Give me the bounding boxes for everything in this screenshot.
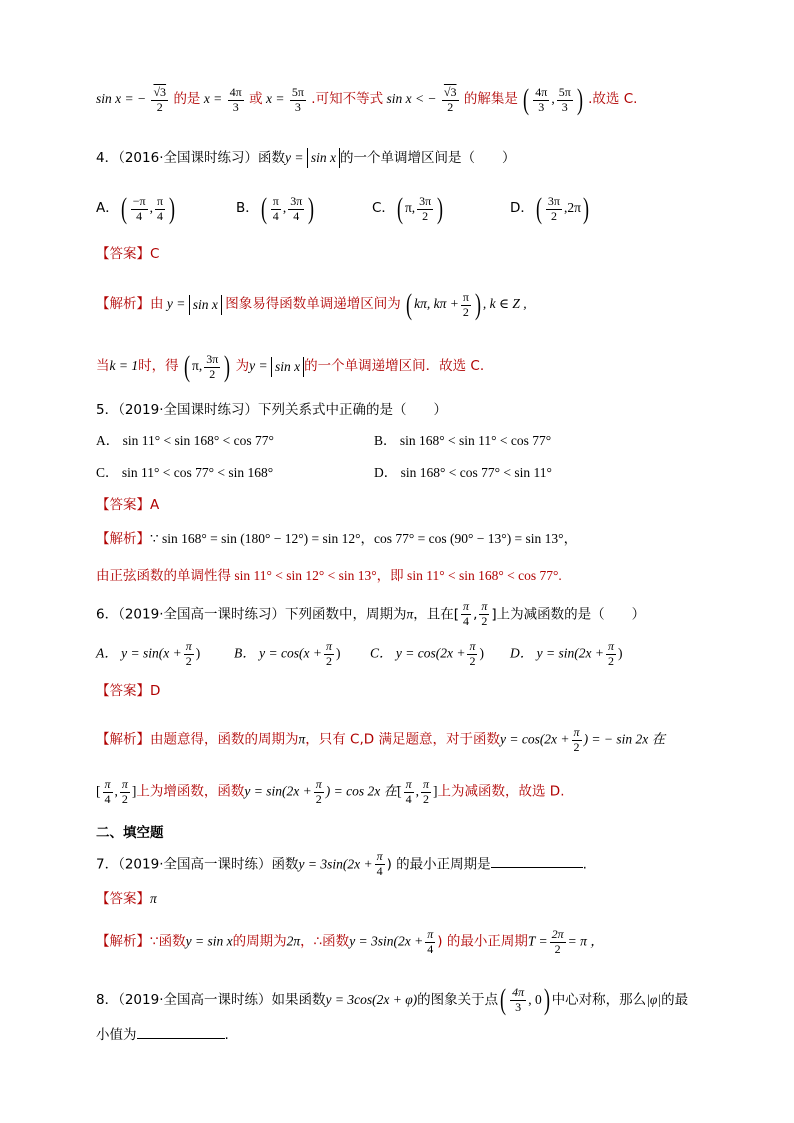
q5-option-b: B． sin 168° < sin 11° < cos 77° (374, 433, 552, 448)
prev-explanation: sin x = − $\frac{√3}{2}$ 的是 x = $\frac{4\pi}{3}$ 或 x = $\frac{5\pi}{3}$ .可知不等式 sin x < − $\frac{√3}{2}$ 的解集是 ( $\frac{4\pi}{3}$ , $\frac{5\pi}{3}$ ) .故选 C. (96, 83, 638, 116)
q5-option-a: A． sin 11° < sin 168° < cos 77° (96, 433, 274, 448)
q8-stem: 8．（2019·全国高一课时练）如果函数y = 3cos(2x + φ)的图象关于点( $\frac{4\pi}{3}$ , 0) 中心对称，那么|φ|的最 (96, 983, 689, 1016)
q5-option-d: D． sin 168° < cos 77° < sin 11° (374, 465, 552, 480)
q4-analysis-2: 当k = 1时，得 ( π, $\frac{3\pi}{2}$ ) 为y = sin x 的一个单调递增区间．故选 C. (96, 350, 485, 383)
q7-analysis: 【解析】∵函数y = sin x的周期为2π，∴函数y = 3sin(2x + $\frac{\pi}{4}$ ) 的最小正周期T = $\frac{2\pi}{2}$ = π ， (96, 927, 604, 956)
q4-stem: 4．（2016·全国课时练习）函数y = sin x 的一个单调增区间是（ ） (96, 148, 515, 168)
q7-answer: 【答案】π (96, 891, 157, 907)
q4-options (96, 188, 716, 228)
q5-stem: 5．（2019·全国课时练习）下列关系式中正确的是（ ） (96, 402, 447, 418)
q4-option-b: B．( $\frac{\pi}{4}$ , $\frac{3\pi}{4}$ ) (236, 192, 315, 225)
q6-answer: 【答案】D (96, 683, 161, 699)
q7-stem: 7．（2019·全国高一课时练）函数y = 3sin(2x + $\frac{\pi}{4}$ ) 的最小正周期是 . (96, 849, 587, 878)
q6-stem: 6．（2019·全国高一课时练习）下列函数中，周期为π，且在[ $\frac{\pi}{4}$ , $\frac{\pi}{2}$ ]上为减函数的是（ ） (96, 599, 646, 628)
fraction-sqrt3-over-2: $\frac{√3}{2}$ (153, 84, 167, 114)
q6-option-b: B． y = cos(x + $\frac{\pi}{2}$ ) (234, 639, 341, 668)
q5-analysis-1: 【解析】∵ sin 168° = sin (180° − 12°) = sin 12°，cos 77° = cos (90° − 13°) = sin 13°， (96, 531, 578, 547)
q5-option-c: C． sin 11° < cos 77° < sin 168° (96, 465, 274, 480)
q4-option-d: D．( $\frac{3\pi}{2}$ ,2π) (510, 192, 589, 225)
q7-answer-blank[interactable] (491, 867, 583, 868)
q4-option-a: A．( $\frac{-\pi}{4}$ , $\frac{\pi}{4}$ ) (96, 192, 176, 225)
q4-answer: 【答案】C (96, 246, 160, 262)
q5-analysis-2: 由正弦函数的单调性得 sin 11° < sin 12° < sin 13°，即 sin 11° < sin 168° < cos 77°. (96, 568, 562, 583)
q6-option-a: A． y = sin(x + $\frac{\pi}{2}$ ) (96, 639, 201, 668)
q8-answer-blank[interactable] (137, 1038, 225, 1039)
q6-option-d: D． y = sin(2x + $\frac{\pi}{2}$ ) (510, 639, 623, 668)
q8-line2: 小值为 . (96, 1027, 229, 1043)
section-title: 二、填空题 (96, 825, 164, 841)
q4-analysis-1: 【解析】由 y = sin x 图象易得函数单调递增区间为 ( kπ, kπ + $\frac{\pi}{2}$ ) , k ∈ Z , (96, 288, 527, 321)
q4-option-c: C．( π, $\frac{3\pi}{2}$ ) (372, 192, 444, 225)
q6-options (96, 640, 716, 674)
q6-analysis-1: 【解析】由题意得，函数的周期为π，只有 C,D 满足题意，对于函数y = cos(2x + $\frac{\pi}{2}$ ) = − sin 2x 在 (96, 725, 666, 754)
q6-analysis-2: [ $\frac{\pi}{4}$ , $\frac{\pi}{2}$ ]上为增函数，函数y = sin(2x + $\frac{\pi}{2}$ ) = cos 2x 在[ $\frac{\pi}{4}$ , $\frac{\pi}{2}$ ]上为减函数，故选 D. (96, 777, 565, 806)
q5-answer: 【答案】A (96, 497, 160, 513)
q6-option-c: C． y = cos(2x + $\frac{\pi}{2}$ ) (370, 639, 484, 668)
